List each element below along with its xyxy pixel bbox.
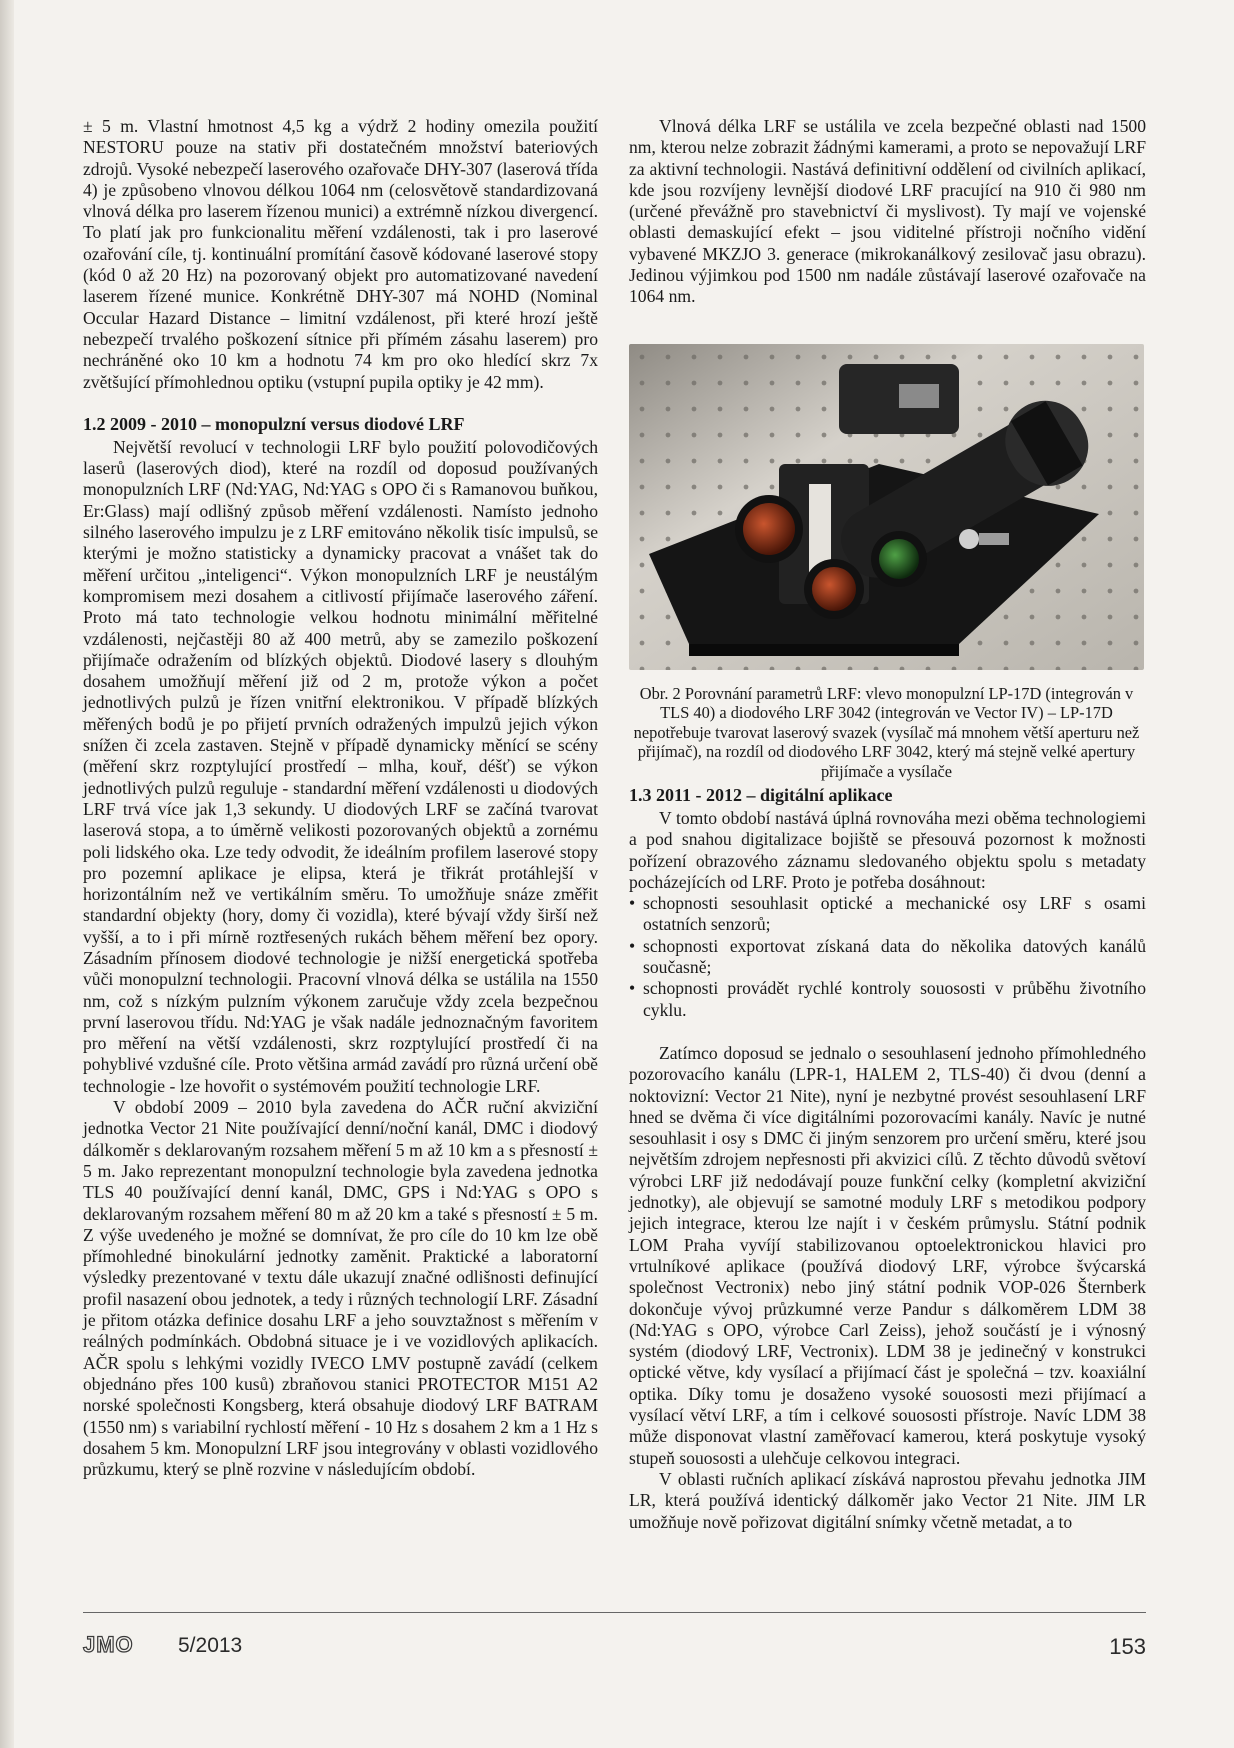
paragraph: V období 2009 – 2010 byla zavedena do AČR ruční akviziční jednotka Vector 21 Nite používající denní/noční kanál, DMC i diodový dálkoměr s deklarovaným rozsahem měření 5 m až 10 km a s přesností ± 5 m. Jako reprezentant monopulzní technologie byla zavedena jednotka TLS 40 používající denní kanál, DMC, GPS i Nd:YAG s OPO s deklarovaným rozsahem měření 80 m až 20 km a také s přesností ± 5 m. Z výše uvedeného je možné se domnívat, že pro cíle do 10 km lze obě přímohledné binokulární jednotky zaměnit. Praktické a laboratorní výsledky prezentované v textu dále ukazují značné odlišnosti definující profil nasazení obou jednotek, a tedy i různých technologií LRF. Zásadní je přitom otázka definice dosahu LRF a jeho souvztažnost s měřením v reálných podmínkách. Obdobná situace je i ve vozidlových aplikacích. AČR spolu s lehkými vozidly IVECO LMV postupně zavádí (celkem objednáno přes 100 kusů) zbraňovou stanici PROTECTOR M151 A2 norské společnosti Kongsberg, která obsahuje diodový LRF BATRAM (1550 nm) s variabilní rychlostí měření - 10 Hz s dosahem 2 km a 1 Hz s dosahem 5 km. Monopulzní LRF jsou integrovány v oblasti vozidlového průzkumu, který se plně rozvine v následujícím období. xyxy=(83,1097,598,1480)
left-column xyxy=(83,116,598,1480)
page-number: 153 xyxy=(1109,1634,1146,1659)
section-heading: 1.3 2011 - 2012 – digitální aplikace xyxy=(629,785,893,805)
paragraph: ± 5 m. Vlastní hmotnost 4,5 kg a výdrž 2 hodiny omezila použití NESTORU pouze na stativ při dostatečném množství bateriových zdrojů. Vysoké nebezpečí laserového ozařovače DHY-307 (laserová třída 4) je způsobeno vlnovou délkou 1064 nm (celosvětově standardizovaná vlnová délka pro laserem řízenou munici) a extrémně nízkou divergencí. To platí jak pro funkcionalitu měření vzdálenosti, tak i pro laserové ozařování cíle, tj. kontinuální promítání časově kódované laserové stopy (kód 0 až 20 Hz) na pozorovaný objekt pro automatizované navedení laserem řízené munice. Konkrétně DHY-307 má NOHD (Nominal Occular Hazard Distance – limitní vzdálenost, při které hrozí ještě nebezpečí trvalého poškození sítnice při přímém zásahu laserem) pro nechráněné oko 10 km a hodnotu 74 km pro oko hledící skrz 7x zvětšující přímohlednou optiku (vstupní pupila optiky je 42 mm). xyxy=(83,116,598,392)
journal-logo: JMO xyxy=(83,1632,134,1657)
right-column xyxy=(629,116,1146,326)
bullet-item: • schopnosti exportovat získaná data do několika datových kanálů současně; xyxy=(629,936,1146,979)
paragraph: Zatímco doposud se jednalo o sesouhlasení jednoho přímohledného pozorovacího kanálu (LPR-1, HALEM 2, TLS-40) či dvou (denní a noktovizní: Vector 21 Nite), nyní je nezbytné provést sesouhlasení LRF hned se dvěma či více digitálními pozorovacími kanály. Navíc je nutné sesouhlasit i osy s DMC či jiným senzorem pro určení směru, které jsou největším zdrojem nepřesnosti při akvizici cílů. Z těchto důvodů světoví výrobci LRF již nedodávají pouze funkční celky (kompletní akviziční jednotky), ale objevují se samotné moduly LRF s metodikou podpory jejich integrace, kterou lze najít i v českém průmyslu. Státní podnik LOM Praha vyvíjí stabilizovanou optoelektronickou hlavici pro vrtulníkové aplikace (používá diodový LRF, výrobce švýcarská společnost Vectronix) nebo jiný státní podnik VOP-026 Šternberk dokončuje vývoj průzkumné verze Pandur s dálkoměrem LDM 38 (Nd:YAG s OPO, výrobce Carl Zeiss), jehož součástí je i výnosný systém (diodový LRF, Vectronix). LDM 38 je jedinečný v konstrukci optické větve, kdy vysílací a přijímací část je společná – tzv. koaxiální optika. Díky tomu je dosaženo vysoké souososti mezi přijímací a vysílací větví LRF, a tím i celkové souososti přístroje. Navíc LDM 38 může disponovat vlastní zaměřovací kamerou, která poskytuje vysoký stupeň souososti a ulehčuje celkovou integraci. xyxy=(629,1042,1146,1468)
right-column-lower xyxy=(629,784,1146,1533)
page-edge-shadow xyxy=(0,0,14,1748)
footer-divider xyxy=(83,1612,1146,1613)
laser-rangefinder-photo-icon xyxy=(629,344,1144,670)
section-heading: 1.2 2009 - 2010 – monopulzní versus diodové LRF xyxy=(83,413,465,434)
paragraph: Největší revolucí v technologii LRF bylo použití polovodičových laserů (laserových diod), které na rozdíl od doposud používaných monopulzních LRF (Nd:YAG, Nd:YAG s OPO či s Ramanovou buňkou, Er:Glass) mají odlišný způsob měření vzdálenosti. Namísto jednoho silného laserového impulzu je z LRF emitováno několik tisíc impulsů, se kterými je možno statisticky a dynamicky pracovat a vnášet tak do měření určitou „inteligenci“. Výkon monopulzních LRF je neustálým kompromisem mezi dosahem a citlivostí přijímače laserového záření. Proto má tato technologie velkou hodnotu minimální měřitelné vzdálenosti, nejčastěji 80 až 400 metrů, aby se zamezilo poškození přijímače odražením od blízkých objektů. Diodové lasery s dlouhým dosahem umožňují měření již od 2 m, protože výkon a počet jednotlivých pulzů je řízen vnitřní elektronikou. V případě blízkých měřených bodů je po přijetí prvních odražených impulzů jejich výkon snížen či zcela zastaven. Stejně v případě dynamicky měnící se scény (měření skrz rozptylující prostředí – mlha, kouř, déšť) se výkon jednotlivých pulzů reguluje - standardní měření vzdálenosti u diodových LRF trvá více jak 1,3 sekundy. U diodových LRF se začíná tvarovat laserová stopa, a to úměrně velikosti pozorovaných objektů a zornému poli lidského oka. Lze tedy odvodit, že ideálním profilem laserové stopy pro pozemní aplikace je elipsa, která je třikrát protáhlejší v horizontálním než ve vertikálním směru. To umožňuje snáze změřit standardní objekty (hory, domy či vozidla), které bývají vždy širší než vyšší, a to i při mírně roztřesených rukách během měření bez opory. Zásadním přínosem diodové technologie je nižší energetická spotřeba vůči monopulzní technologii. Pracovní vlnová délka se ustálila na 1550 nm, což s nízkým pulzním výkonem zaručuje vždy zcela bezpečnou první laserovou třídu. Nd:YAG je však nadále jednoznačným favoritem pro měření na větší vzdálenosti, skrz rozptylující prostředí či na pohyblivé vzdušné cíle. Proto většina armád zavádí pro různá určení obě technologie - lze hovořit o systémovém použití technologie LRF. xyxy=(83,436,598,1096)
paragraph: V oblasti ručních aplikací získává naprostou převahu jednotka JIM LR, která používá identický dálkoměr jako Vector 21 Nite. JIM LR umožňuje nově pořizovat digitální snímky včetně metadat, a to xyxy=(629,1468,1146,1532)
paragraph: Vlnová délka LRF se ustálila ve zcela bezpečné oblasti nad 1500 nm, kterou nelze zobrazit žádnými kamerami, a proto se nepovažují LRF za aktivní technologii. Nastává definitivní oddělení od civilních aplikací, kde jsou rozvíjeny levnější diodové LRF pracující na 910 či 980 nm (určené převážně pro stavebnictví či myslivost). Ty mají ve vojenské oblasti demaskující efekt – jsou viditelné přístroji nočního vidění vybavené MKZJO 3. generace (mikrokanálkový zesilovač jasu obrazu). Jedinou výjimkou pod 1500 nm nadále zůstávají laserové ozařovače na 1064 nm. xyxy=(629,116,1146,307)
figure-caption: Obr. 2 Porovnání parametrů LRF: vlevo monopulzní LP-17D (integrován v TLS 40) a diodového LRF 3042 (integrován ve Vector IV) – LP-17D nepotřebuje tvarovat laserový svazek (vysílač má mnohem větší aperturu než přijímač), na rozdíl od diodového LRF 3042, který má stejně velké apertury přijímače a vysílače xyxy=(633,684,1140,781)
paragraph: V tomto období nastává úplná rovnováha mezi oběma technologiemi a pod snahou digitalizace bojiště se přesouvá pozornost k možnosti pořízení obrazového záznamu sledovaného objektu spolu s metadaty pocházejících od LRF. Proto je potřeba dosáhnout: xyxy=(629,808,1146,892)
figure-photo xyxy=(629,344,1144,670)
issue-number: 5/2013 xyxy=(178,1634,243,1657)
bullet-list xyxy=(629,893,1146,1021)
bullet-item: • schopnosti provádět rychlé kontroly souososti v průběhu životního cyklu. xyxy=(629,978,1146,1021)
bullet-item: • schopnosti sesouhlasit optické a mechanické osy LRF s osami ostatních senzorů; xyxy=(629,893,1146,936)
